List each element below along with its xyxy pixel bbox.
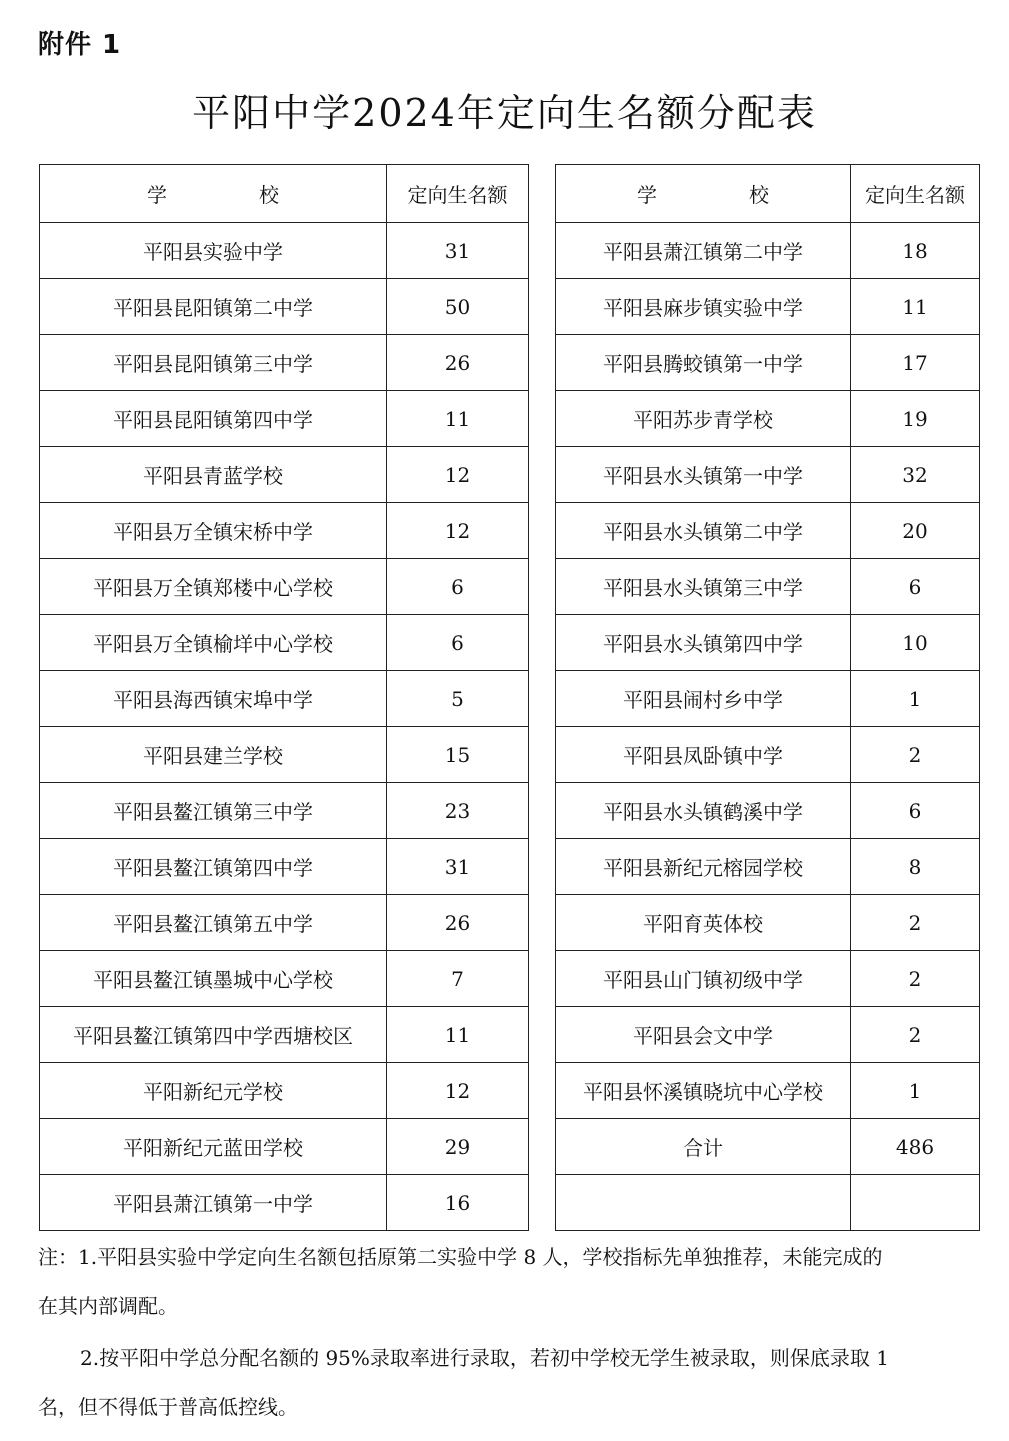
quota-cell: 2	[851, 727, 980, 783]
table-row	[556, 1175, 980, 1231]
quota-cell: 26	[387, 895, 529, 951]
school-name-cell: 平阳县鳌江镇墨城中心学校	[40, 951, 387, 1007]
school-name-cell: 平阳县鳌江镇第四中学西塘校区	[40, 1007, 387, 1063]
note-1-line-2: 在其内部调配。	[38, 1294, 178, 1318]
school-name-cell: 平阳县昆阳镇第二中学	[40, 279, 387, 335]
school-name-cell: 平阳县水头镇鹤溪中学	[556, 783, 851, 839]
school-name-cell: 平阳县建兰学校	[40, 727, 387, 783]
table-row	[40, 391, 529, 447]
table-row	[40, 335, 529, 391]
school-name-cell: 平阳县海西镇宋埠中学	[40, 671, 387, 727]
table-row	[556, 951, 980, 1007]
quota-cell: 10	[851, 615, 980, 671]
school-name-cell: 平阳县水头镇第一中学	[556, 447, 851, 503]
quota-cell: 12	[387, 503, 529, 559]
quota-cell: 2	[851, 895, 980, 951]
school-name-cell: 平阳县水头镇第三中学	[556, 559, 851, 615]
school-name-cell: 平阳县凤卧镇中学	[556, 727, 851, 783]
school-name-cell: 平阳县昆阳镇第三中学	[40, 335, 387, 391]
table-row	[556, 559, 980, 615]
quota-cell: 2	[851, 951, 980, 1007]
table-row	[40, 1007, 529, 1063]
quota-cell: 32	[851, 447, 980, 503]
table-row	[40, 895, 529, 951]
quota-cell: 50	[387, 279, 529, 335]
quota-cell: 2	[851, 1007, 980, 1063]
school-name-cell: 平阳县万全镇郑楼中心学校	[40, 559, 387, 615]
table-row	[556, 895, 980, 951]
school-name-cell: 平阳新纪元蓝田学校	[40, 1119, 387, 1175]
table-row	[556, 279, 980, 335]
table-row	[556, 1063, 980, 1119]
school-column-header: 学 校	[40, 165, 387, 223]
table-header-row	[40, 165, 529, 223]
table-row	[40, 1119, 529, 1175]
table-row	[556, 335, 980, 391]
table-row	[40, 447, 529, 503]
school-name-cell: 平阳县萧江镇第二中学	[556, 223, 851, 279]
quota-cell	[851, 1175, 980, 1231]
table-row	[40, 839, 529, 895]
school-name-cell: 平阳县万全镇榆垟中心学校	[40, 615, 387, 671]
table-row	[40, 1063, 529, 1119]
quota-cell: 11	[851, 279, 980, 335]
table-row	[40, 615, 529, 671]
quota-cell: 29	[387, 1119, 529, 1175]
quota-cell: 12	[387, 1063, 529, 1119]
school-name-cell: 平阳苏步青学校	[556, 391, 851, 447]
table-row	[40, 671, 529, 727]
quota-cell: 6	[851, 783, 980, 839]
note-2-line-1: 2.按平阳中学总分配名额的 95%录取率进行录取，若初中学校无学生被录取，则保底录取 1	[80, 1346, 889, 1370]
quota-cell: 31	[387, 223, 529, 279]
table-header-row	[556, 165, 980, 223]
school-name-cell: 平阳育英体校	[556, 895, 851, 951]
quota-cell: 15	[387, 727, 529, 783]
quota-cell: 7	[387, 951, 529, 1007]
quota-column-header: 定向生名额	[851, 165, 980, 223]
quota-cell: 23	[387, 783, 529, 839]
quota-cell: 31	[387, 839, 529, 895]
school-name-cell: 平阳县怀溪镇晓坑中心学校	[556, 1063, 851, 1119]
table-row	[556, 727, 980, 783]
school-name-cell: 平阳县万全镇宋桥中学	[40, 503, 387, 559]
school-name-cell: 平阳县昆阳镇第四中学	[40, 391, 387, 447]
table-row	[556, 391, 980, 447]
table-row	[40, 223, 529, 279]
school-column-header: 学 校	[556, 165, 851, 223]
table-row	[556, 1119, 980, 1175]
quota-cell: 486	[851, 1119, 980, 1175]
attachment-label: 附件 1	[38, 30, 122, 60]
quota-cell: 12	[387, 447, 529, 503]
school-name-cell: 平阳县会文中学	[556, 1007, 851, 1063]
table-row	[556, 783, 980, 839]
school-name-cell: 平阳县实验中学	[40, 223, 387, 279]
quota-cell: 6	[387, 559, 529, 615]
table-row	[40, 559, 529, 615]
school-name-cell: 平阳县水头镇第二中学	[556, 503, 851, 559]
quota-cell: 26	[387, 335, 529, 391]
school-name-cell: 平阳县鳌江镇第五中学	[40, 895, 387, 951]
table-row	[556, 839, 980, 895]
quota-cell: 6	[387, 615, 529, 671]
table-row	[40, 783, 529, 839]
quota-cell: 11	[387, 391, 529, 447]
quota-cell: 17	[851, 335, 980, 391]
table-row	[40, 1175, 529, 1231]
school-name-cell: 平阳新纪元学校	[40, 1063, 387, 1119]
table-row	[40, 727, 529, 783]
quota-cell: 1	[851, 1063, 980, 1119]
quota-cell: 5	[387, 671, 529, 727]
table-row	[556, 503, 980, 559]
quota-cell: 18	[851, 223, 980, 279]
page-title: 平阳中学2024年定向生名额分配表	[192, 91, 817, 135]
school-name-cell: 平阳县鳌江镇第四中学	[40, 839, 387, 895]
table-row	[556, 223, 980, 279]
school-name-cell: 平阳县萧江镇第一中学	[40, 1175, 387, 1231]
quota-cell: 8	[851, 839, 980, 895]
school-name-cell: 平阳县鳌江镇第三中学	[40, 783, 387, 839]
school-name-cell: 平阳县山门镇初级中学	[556, 951, 851, 1007]
table-row	[556, 671, 980, 727]
school-name-cell: 平阳县青蓝学校	[40, 447, 387, 503]
table-row	[556, 615, 980, 671]
quota-cell: 20	[851, 503, 980, 559]
school-name-cell: 平阳县水头镇第四中学	[556, 615, 851, 671]
quota-table-left	[39, 164, 529, 1231]
note-2-line-2: 名，但不得低于普高低控线。	[38, 1395, 298, 1419]
quota-cell: 11	[387, 1007, 529, 1063]
quota-cell: 1	[851, 671, 980, 727]
quota-cell: 16	[387, 1175, 529, 1231]
table-row	[40, 503, 529, 559]
quota-table-right	[555, 164, 980, 1231]
table-row	[556, 447, 980, 503]
school-name-cell	[556, 1175, 851, 1231]
quota-cell: 19	[851, 391, 980, 447]
school-name-cell: 平阳县麻步镇实验中学	[556, 279, 851, 335]
school-name-cell: 合计	[556, 1119, 851, 1175]
school-name-cell: 平阳县闹村乡中学	[556, 671, 851, 727]
table-row	[40, 279, 529, 335]
school-name-cell: 平阳县新纪元榕园学校	[556, 839, 851, 895]
quota-cell: 6	[851, 559, 980, 615]
table-row	[556, 1007, 980, 1063]
school-name-cell: 平阳县腾蛟镇第一中学	[556, 335, 851, 391]
note-1-line-1: 注：1.平阳县实验中学定向生名额包括原第二实验中学 8 人，学校指标先单独推荐，未能完成的	[38, 1245, 883, 1269]
quota-column-header: 定向生名额	[387, 165, 529, 223]
table-row	[40, 951, 529, 1007]
